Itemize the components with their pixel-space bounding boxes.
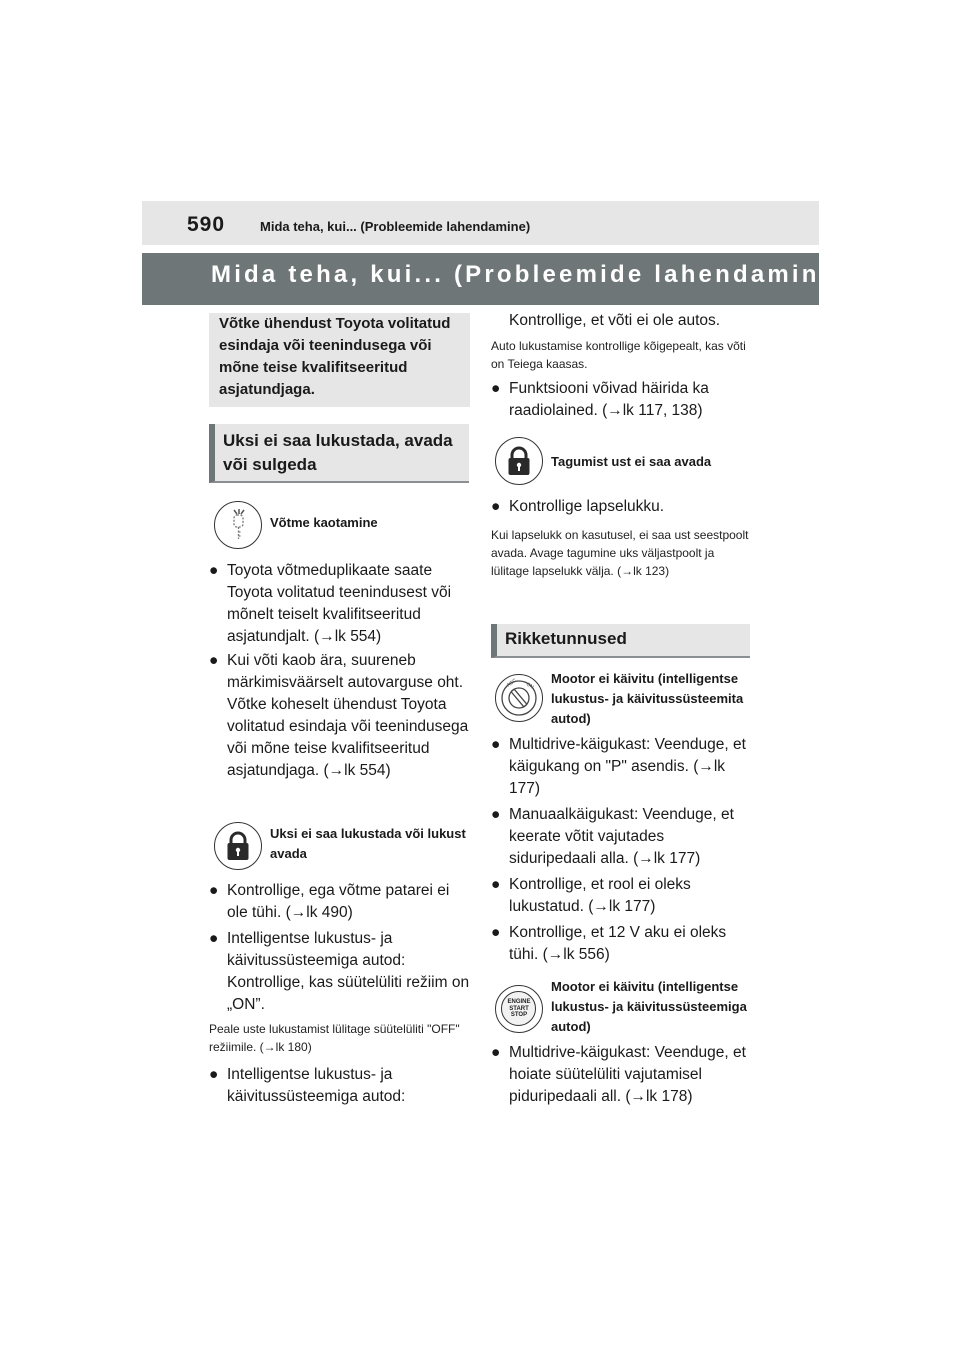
- section-heading-symptoms-text: Rikketunnused: [505, 629, 627, 648]
- bullet-text: Manuaalkäigukast: Veenduge, et keerate võtit vajutades siduripedaali alla. (→lk 177): [509, 806, 734, 867]
- list-item: ● Multidrive-käigukast: Veenduge, et käigukang on "P" asendis. (→lk 177): [491, 734, 753, 800]
- padlock-icon: [495, 437, 543, 485]
- list-item: ● Kontrollige lapselukku.: [491, 496, 753, 518]
- page-number: 590: [187, 213, 226, 236]
- section-heading-doors-text: Uksi ei saa lukustada, avada või sulgeda: [223, 431, 453, 474]
- note-text: Auto lukustamise kontrollige kõigepealt, kas võti on Teiega kaasas.: [491, 339, 746, 371]
- ignition-switch-icon: [495, 674, 543, 722]
- bullet-text: Kui võti kaob ära, suureneb märkimisväärselt autovarguse oht. Võtke koheselt ühendust Toyota volitatud esindaja või teenindusega või mõne teise kvalifitseeritud asjatundjaga. (→lk 554): [227, 652, 469, 779]
- padlock-icon: [214, 822, 262, 870]
- engine-no-smart-title: Mootor ei käivitu (intelligentse lukustus- ja käivitussüsteemita autod): [551, 671, 744, 726]
- start-label: START: [509, 1005, 529, 1012]
- list-item: ● Toyota võtmeduplikaate saate Toyota volitatud teenindusest või mõnelt teiselt kvalifitseeritud asjatundjalt. (→lk 554): [209, 560, 471, 648]
- bullet-text: Kontrollige lapselukku.: [509, 498, 665, 515]
- bullet-text: Multidrive-käigukast: Veenduge, et käigukang on "P" asendis. (→lk 177): [509, 736, 746, 797]
- bullet-text: Toyota võtmeduplikaate saate Toyota volitatud teenindusest või mõnelt teiselt kvalifitseeritud asjatundjalt. (→lk 554): [227, 562, 452, 645]
- list-item: ● Intelligentse lukustus- ja käivitussüsteemiga autod:: [209, 1064, 471, 1108]
- engine-label: ENGINE: [507, 999, 531, 1005]
- cannot-lock-title: Uksi ei saa lukustada või lukust avada: [270, 826, 466, 861]
- bullet-text: Kontrollige, et 12 V aku ei oleks tühi. (→lk 556): [509, 924, 727, 963]
- key-icon: [214, 501, 262, 549]
- svg-text:ACC: ACC: [505, 677, 518, 689]
- notice-text: Võtke ühendust Toyota volitatud esindaja või teenindusega või mõne teise kvalifitseeritud asjatundjaga.: [219, 315, 451, 398]
- stop-label: STOP: [510, 1012, 528, 1018]
- continuation-text: Kontrollige, et võti ei ole autos.: [509, 312, 721, 329]
- note-text: Kui lapselukk on kasutusel, ei saa ust seestpoolt avada. Avage tagumine uks väljastpoolt ja lülitage lapselukk välja. (→lk 123): [491, 528, 749, 578]
- bullet-text: Intelligentse lukustus- ja käivitussüsteemiga autod: Kontrollige, kas süütelüliti režiim on „ON”.: [227, 930, 470, 1013]
- bullet-text: Kontrollige, et rool ei oleks lukustatud. (→lk 177): [509, 876, 691, 915]
- list-item: ● Manuaalkäigukast: Veenduge, et keerate võtit vajutades siduripedaali alla. (→lk 177): [491, 804, 753, 870]
- list-item: ● Funktsiooni võivad häirida ka raadiolained. (→lk 117, 138): [491, 378, 753, 422]
- rear-door-title: Tagumist ust ei saa avada: [551, 454, 712, 469]
- note-text: Peale uste lukustamist lülitage süütelüliti "OFF" režiimile. (→lk 180): [209, 1022, 460, 1054]
- engine-smart-title: Mootor ei käivitu (intelligentse lukustus- ja käivitussüsteemiga autod): [551, 979, 747, 1034]
- header-title: Mida teha, kui... (Probleemide lahendamine): [260, 219, 531, 234]
- bullet-text: Kontrollige, ega võtme patarei ei ole tühi. (→lk 490): [227, 882, 450, 921]
- banner-title: Mida teha, kui... (Probleemide lahendamine): [211, 261, 848, 288]
- bullet-text: Funktsiooni võivad häirida ka raadiolained. (→lk 117, 138): [509, 380, 709, 419]
- key-loss-title: Võtme kaotamine: [270, 515, 378, 530]
- svg-text:ON: ON: [525, 681, 535, 691]
- list-item: ● Multidrive-käigukast: Veenduge, et hoiate süütelüliti vajutamisel piduripedaali all. (→lk 178): [491, 1042, 753, 1108]
- list-item: ● Kontrollige, et rool ei oleks lukustatud. (→lk 177): [491, 874, 753, 918]
- list-item: ● Kontrollige, et 12 V aku ei oleks tühi. (→lk 556): [491, 922, 753, 966]
- list-item: ● Kontrollige, ega võtme patarei ei ole tühi. (→lk 490): [209, 880, 471, 924]
- list-item: ● Intelligentse lukustus- ja käivitussüsteemiga autod: Kontrollige, kas süütelüliti režiim on „ON”.: [209, 928, 471, 1016]
- bullet-text: Intelligentse lukustus- ja käivitussüsteemiga autod:: [227, 1066, 406, 1105]
- engine-start-stop-icon: [495, 985, 543, 1033]
- bullet-text: Multidrive-käigukast: Veenduge, et hoiate süütelüliti vajutamisel piduripedaali all. (→lk 178): [509, 1044, 746, 1105]
- list-item: ● Kui võti kaob ära, suureneb märkimisväärselt autovarguse oht. Võtke koheselt ühendust Toyota volitatud esindaja või teenindusega või mõne teise kvalifitseeritud asjatundjaga. (→lk 554): [209, 650, 471, 804]
